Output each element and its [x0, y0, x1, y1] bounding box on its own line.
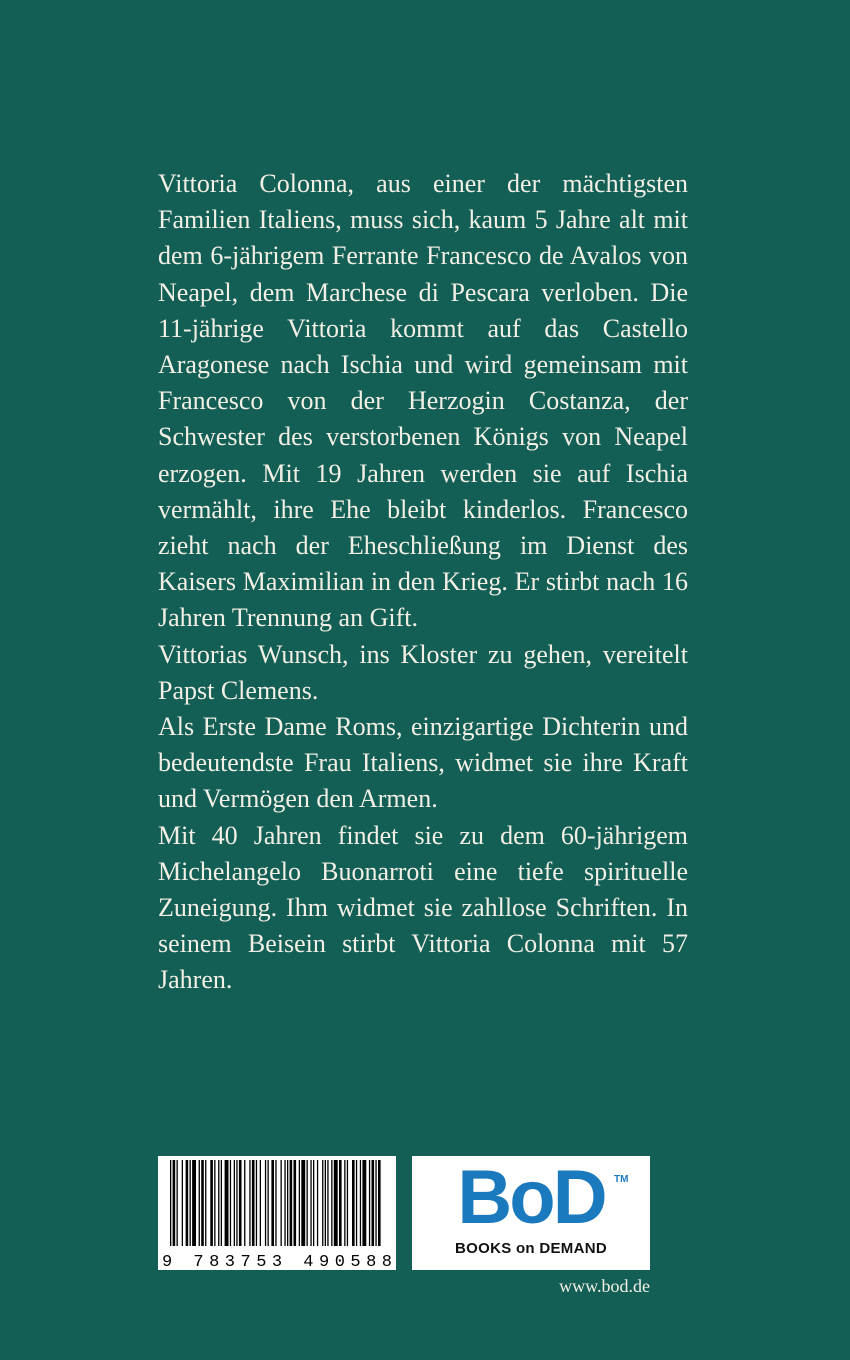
trademark-mark: TM [614, 1174, 629, 1185]
barcode-bar [186, 1160, 189, 1246]
barcode-graphic [158, 1156, 396, 1270]
barcode-bar [317, 1160, 318, 1246]
barcode-bar [275, 1160, 276, 1246]
barcode-bar [244, 1160, 245, 1246]
barcode-bar [307, 1160, 308, 1246]
barcode-bar [347, 1160, 348, 1246]
barcode-bar [230, 1160, 231, 1246]
blurb-paragraph-1: Vittoria Colonna, aus einer der mächtigsten Familien Italiens, muss sich, kaum 5 Jahre alt mit dem 6-jährigem Ferrante Francesco de Avalos von Neapel, dem Marchese di Pescara verloben. Die 11-jährige Vittoria kommt auf das Castello Aragonese nach Ischia und wird gemeinsam mit Francesco von der Herzogin Costanza, der Schwester des verstorbenen Königs von Neapel erzogen. Mit 19 Jahren werden sie auf Ischia vermählt, ihre Ehe bleibt kinderlos. Francesco zieht nach der Eheschließung im Dienst des Kaisers Maximilian in den Krieg. Er stirbt nach 16 Jahren Trennung an Gift. [158, 169, 688, 633]
isbn-barcode [158, 1156, 396, 1270]
barcode-bar [294, 1160, 297, 1246]
barcode-bar [344, 1160, 345, 1246]
barcode-bar [265, 1160, 266, 1246]
barcode-bar [252, 1160, 255, 1246]
barcode-bar [190, 1160, 191, 1246]
barcode-bar [287, 1160, 288, 1246]
barcode-bar [322, 1160, 323, 1246]
barcode-bar [362, 1160, 366, 1246]
barcode-bar [281, 1160, 282, 1246]
barcode-bar [360, 1160, 361, 1246]
barcode-bar [339, 1160, 342, 1246]
barcode-bar [334, 1160, 338, 1246]
back-cover-blurb [158, 166, 688, 999]
barcode-digits: 9 783753 490588 [162, 1253, 392, 1270]
barcode-bar [205, 1160, 206, 1246]
barcode-bar [284, 1160, 285, 1246]
barcode-bar [170, 1160, 171, 1246]
publisher-logo [412, 1156, 650, 1270]
blurb-paragraph-4: Mit 40 Jahren findet sie zu dem 60-jährigem Michelangelo Buonarroti eine tiefe spirituelle Zuneigung. Ihm widmet sie zahllose Schriften. In seinem Beisein stirbt Vittoria Colonna mit 57 Jahren. [158, 820, 688, 995]
barcode-bar [201, 1160, 204, 1246]
barcode-bar [177, 1160, 178, 1246]
barcode-bar [214, 1160, 215, 1246]
barcode-bar [271, 1160, 274, 1246]
barcode-bar [331, 1160, 332, 1246]
barcode-bar [210, 1160, 213, 1246]
barcode-bar [378, 1160, 381, 1246]
barcode-bar [356, 1160, 357, 1246]
barcode-bar [182, 1160, 183, 1246]
barcode-bar [260, 1160, 261, 1246]
barcode-bar [249, 1160, 250, 1246]
barcode-bar [325, 1160, 326, 1246]
barcode-bar [192, 1160, 196, 1246]
barcode-bar [372, 1160, 375, 1246]
blurb-paragraph-3: Als Erste Dame Roms, einzigartige Dichterin und bedeutendste Frau Italiens, widmet sie ihre Kraft und Vermögen den Armen. [158, 712, 688, 814]
barcode-bar [313, 1160, 314, 1246]
barcode-bar [225, 1160, 229, 1246]
barcode-bar [352, 1160, 355, 1246]
barcode-bar [199, 1160, 200, 1246]
barcode-bar [375, 1160, 376, 1246]
barcode-bar [310, 1160, 311, 1246]
barcode-bar [234, 1160, 235, 1246]
barcode-bar [268, 1160, 269, 1246]
barcode-bar [256, 1160, 257, 1246]
barcode-bar [239, 1160, 242, 1246]
bod-tagline: BOOKS on DEMAND [455, 1240, 607, 1257]
barcode-bar [221, 1160, 222, 1246]
blurb-paragraph-2: Vittorias Wunsch, ins Kloster zu gehen, vereitelt Papst Clemens. [158, 639, 688, 705]
barcode-bar [236, 1160, 237, 1246]
bod-logo-text: BoD [457, 1155, 605, 1240]
barcode-bar [299, 1160, 300, 1246]
publisher-website: www.bod.de [559, 1276, 650, 1296]
barcode-bar [218, 1160, 219, 1246]
barcode-bar [369, 1160, 370, 1246]
barcode-bar [301, 1160, 305, 1246]
barcode-bar [327, 1160, 328, 1246]
barcode-bar [173, 1160, 176, 1246]
barcode-bar [290, 1160, 293, 1246]
